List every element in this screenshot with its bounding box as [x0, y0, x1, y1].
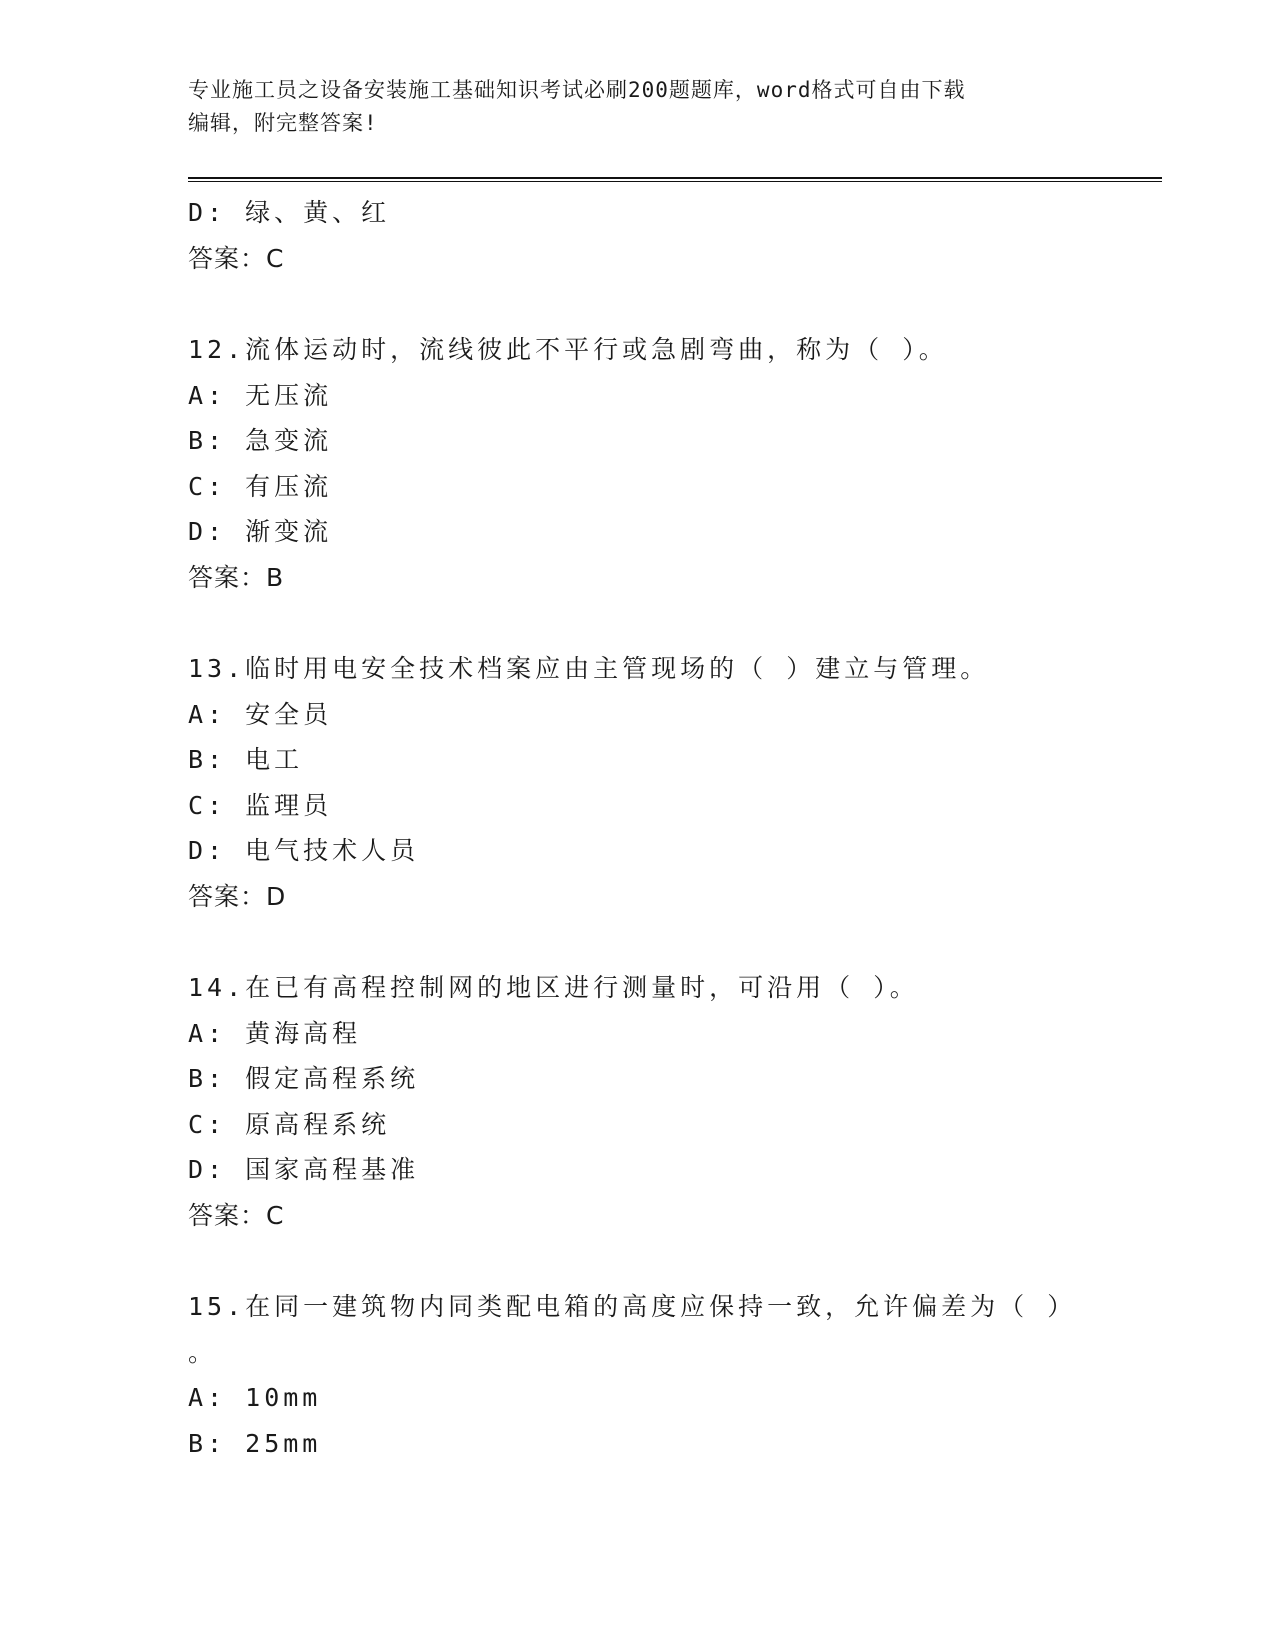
spacer [188, 1238, 1118, 1284]
option-d: D: 绿、黄、红 [188, 198, 391, 227]
question-stem: 14.在已有高程控制网的地区进行测量时，可沿用（ ）。 [188, 973, 919, 1002]
question-stem-continuation: 。 [188, 1337, 218, 1367]
header-divider-thin [188, 181, 1162, 182]
question-stem: 12.流体运动时，流线彼此不平行或急剧弯曲，称为（ ）。 [188, 335, 948, 364]
question-14 [188, 965, 1118, 1238]
spacer [188, 281, 1118, 327]
option-b: B: 25mm [188, 1428, 322, 1458]
option-d: D: 国家高程基准 [188, 1155, 420, 1184]
question-11-continuation [188, 190, 1118, 281]
option-d: D: 渐变流 [188, 517, 333, 546]
question-stem: 15.在同一建筑物内同类配电箱的高度应保持一致，允许偏差为（ ） [188, 1292, 1077, 1321]
option-a: A: 10mm [188, 1383, 322, 1412]
question-15 [188, 1284, 1118, 1466]
option-a: A: 无压流 [188, 380, 333, 410]
option-a: A: 安全员 [188, 699, 333, 729]
spacer [188, 919, 1118, 965]
option-c: C: 监理员 [188, 790, 333, 820]
header-divider-thick [188, 177, 1162, 179]
answer-line: 答案：C [188, 1200, 285, 1230]
document-header [188, 74, 1068, 140]
option-c: C: 有压流 [188, 471, 333, 501]
question-13 [188, 646, 1118, 919]
question-stem: 13.临时用电安全技术档案应由主管现场的（ ）建立与管理。 [188, 654, 990, 683]
answer-line: 答案：C [188, 243, 285, 273]
header-title-line-1: 专业施工员之设备安装施工基础知识考试必刷200题题库，word格式可自由下载 [188, 78, 966, 102]
question-list [188, 190, 1118, 1466]
option-b: B: 假定高程系统 [188, 1064, 420, 1093]
option-d: D: 电气技术人员 [188, 836, 420, 865]
option-b: B: 急变流 [188, 426, 333, 455]
question-12 [188, 327, 1118, 600]
spacer [188, 600, 1118, 646]
header-title-line-2: 编辑，附完整答案! [188, 111, 378, 135]
option-c: C: 原高程系统 [188, 1109, 391, 1139]
answer-line: 答案：D [188, 881, 287, 911]
option-a: A: 黄海高程 [188, 1018, 362, 1048]
answer-line: 答案：B [188, 562, 285, 592]
option-b: B: 电工 [188, 745, 304, 774]
